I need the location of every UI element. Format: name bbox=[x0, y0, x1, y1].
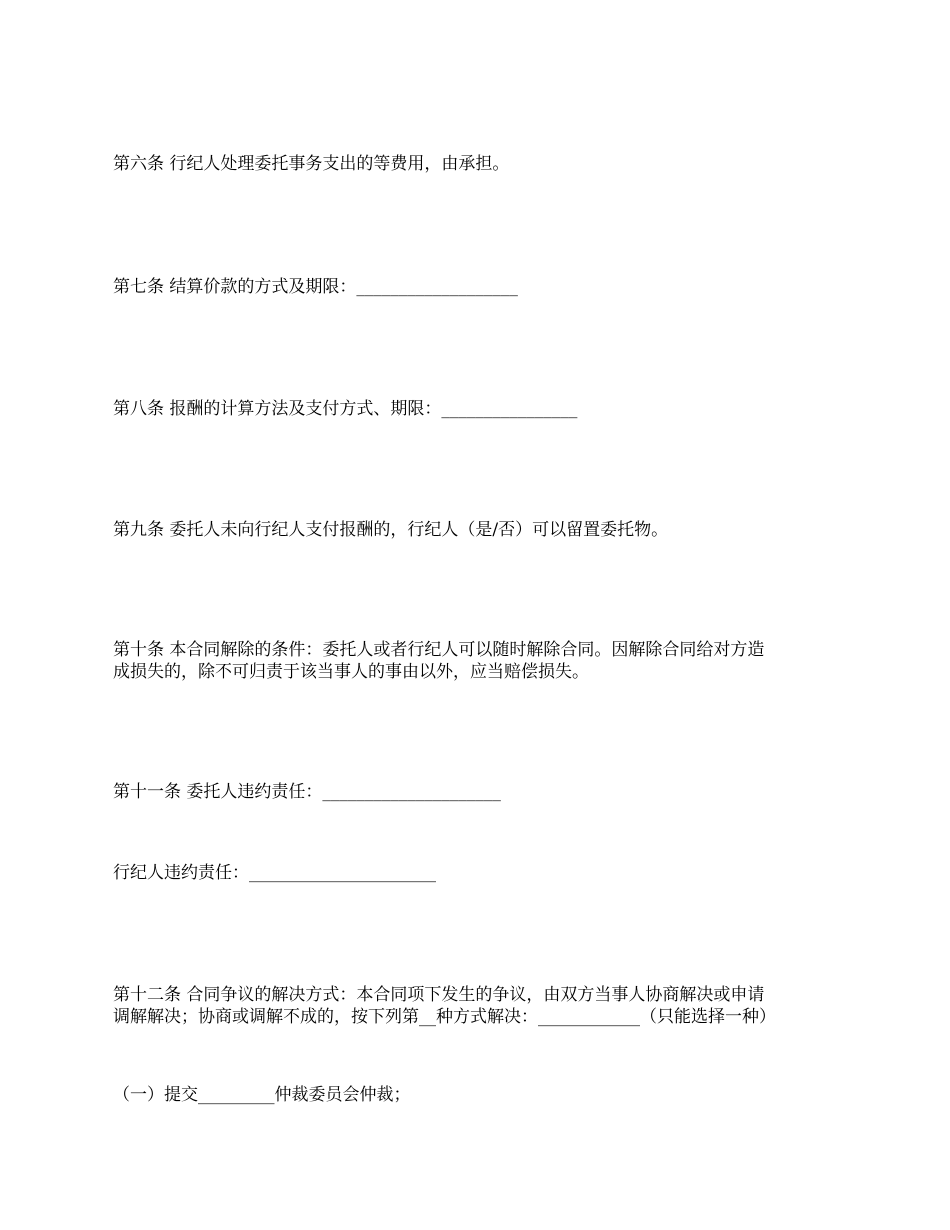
clause-12-line-2-text-a: 调解解决；协商或调解不成的，按下列第 bbox=[113, 1007, 419, 1027]
clause-11 bbox=[113, 781, 835, 803]
clause-7 bbox=[113, 276, 835, 298]
option-1-text-a: （一）提交 bbox=[113, 1085, 198, 1105]
clause-12-line-2-text-b: 种方式解决： bbox=[436, 1007, 538, 1027]
clause-12-choice-blank[interactable]: __ bbox=[419, 1007, 436, 1027]
clause-10-line-2: 成损失的，除不可归责于该当事人的事由以外，应当赔偿损失。 bbox=[113, 662, 589, 682]
clause-12-line-1: 第十二条 合同争议的解决方式：本合同项下发生的争议，由双方当事人协商解决或申请 bbox=[113, 985, 765, 1005]
clause-12 bbox=[113, 984, 835, 1028]
clause-11-agent-text: 行纪人违约责任： bbox=[113, 863, 249, 883]
clause-11-fill-blank[interactable]: _____________________ bbox=[322, 782, 501, 802]
clause-6 bbox=[113, 153, 835, 175]
clause-6-text: 第六条 行纪人处理委托事务支出的等费用，由承担。 bbox=[113, 154, 510, 174]
clause-11-agent bbox=[113, 862, 835, 884]
clause-12-method-blank[interactable]: ____________ bbox=[538, 1007, 640, 1027]
option-1-text-b: 仲裁委员会仲裁； bbox=[274, 1085, 411, 1105]
clause-12-line-2 bbox=[113, 1006, 835, 1028]
clause-12-line-2-text-c: （只能选择一种） bbox=[640, 1007, 776, 1027]
clause-8-fill-blank[interactable]: ________________ bbox=[441, 399, 578, 419]
option-1-fill-blank[interactable]: _________ bbox=[198, 1085, 275, 1105]
clause-11-agent-fill-blank[interactable]: ______________________ bbox=[249, 863, 436, 883]
clause-10-line-1: 第十条 本合同解除的条件：委托人或者行纪人可以随时解除合同。因解除合同给对方造 bbox=[113, 640, 765, 660]
clause-7-text: 第七条 结算价款的方式及期限： bbox=[113, 277, 357, 297]
clause-7-fill-blank[interactable]: ___________________ bbox=[356, 277, 518, 297]
clause-9 bbox=[113, 519, 835, 541]
clause-10 bbox=[113, 639, 835, 683]
option-1 bbox=[113, 1084, 835, 1106]
clause-9-text: 第九条 委托人未向行纪人支付报酬的，行纪人（是/否）可以留置委托物。 bbox=[113, 520, 669, 540]
clause-11-text: 第十一条 委托人违约责任： bbox=[113, 782, 323, 802]
clause-8-text: 第八条 报酬的计算方法及支付方式、期限： bbox=[113, 399, 442, 419]
clause-8 bbox=[113, 398, 835, 420]
